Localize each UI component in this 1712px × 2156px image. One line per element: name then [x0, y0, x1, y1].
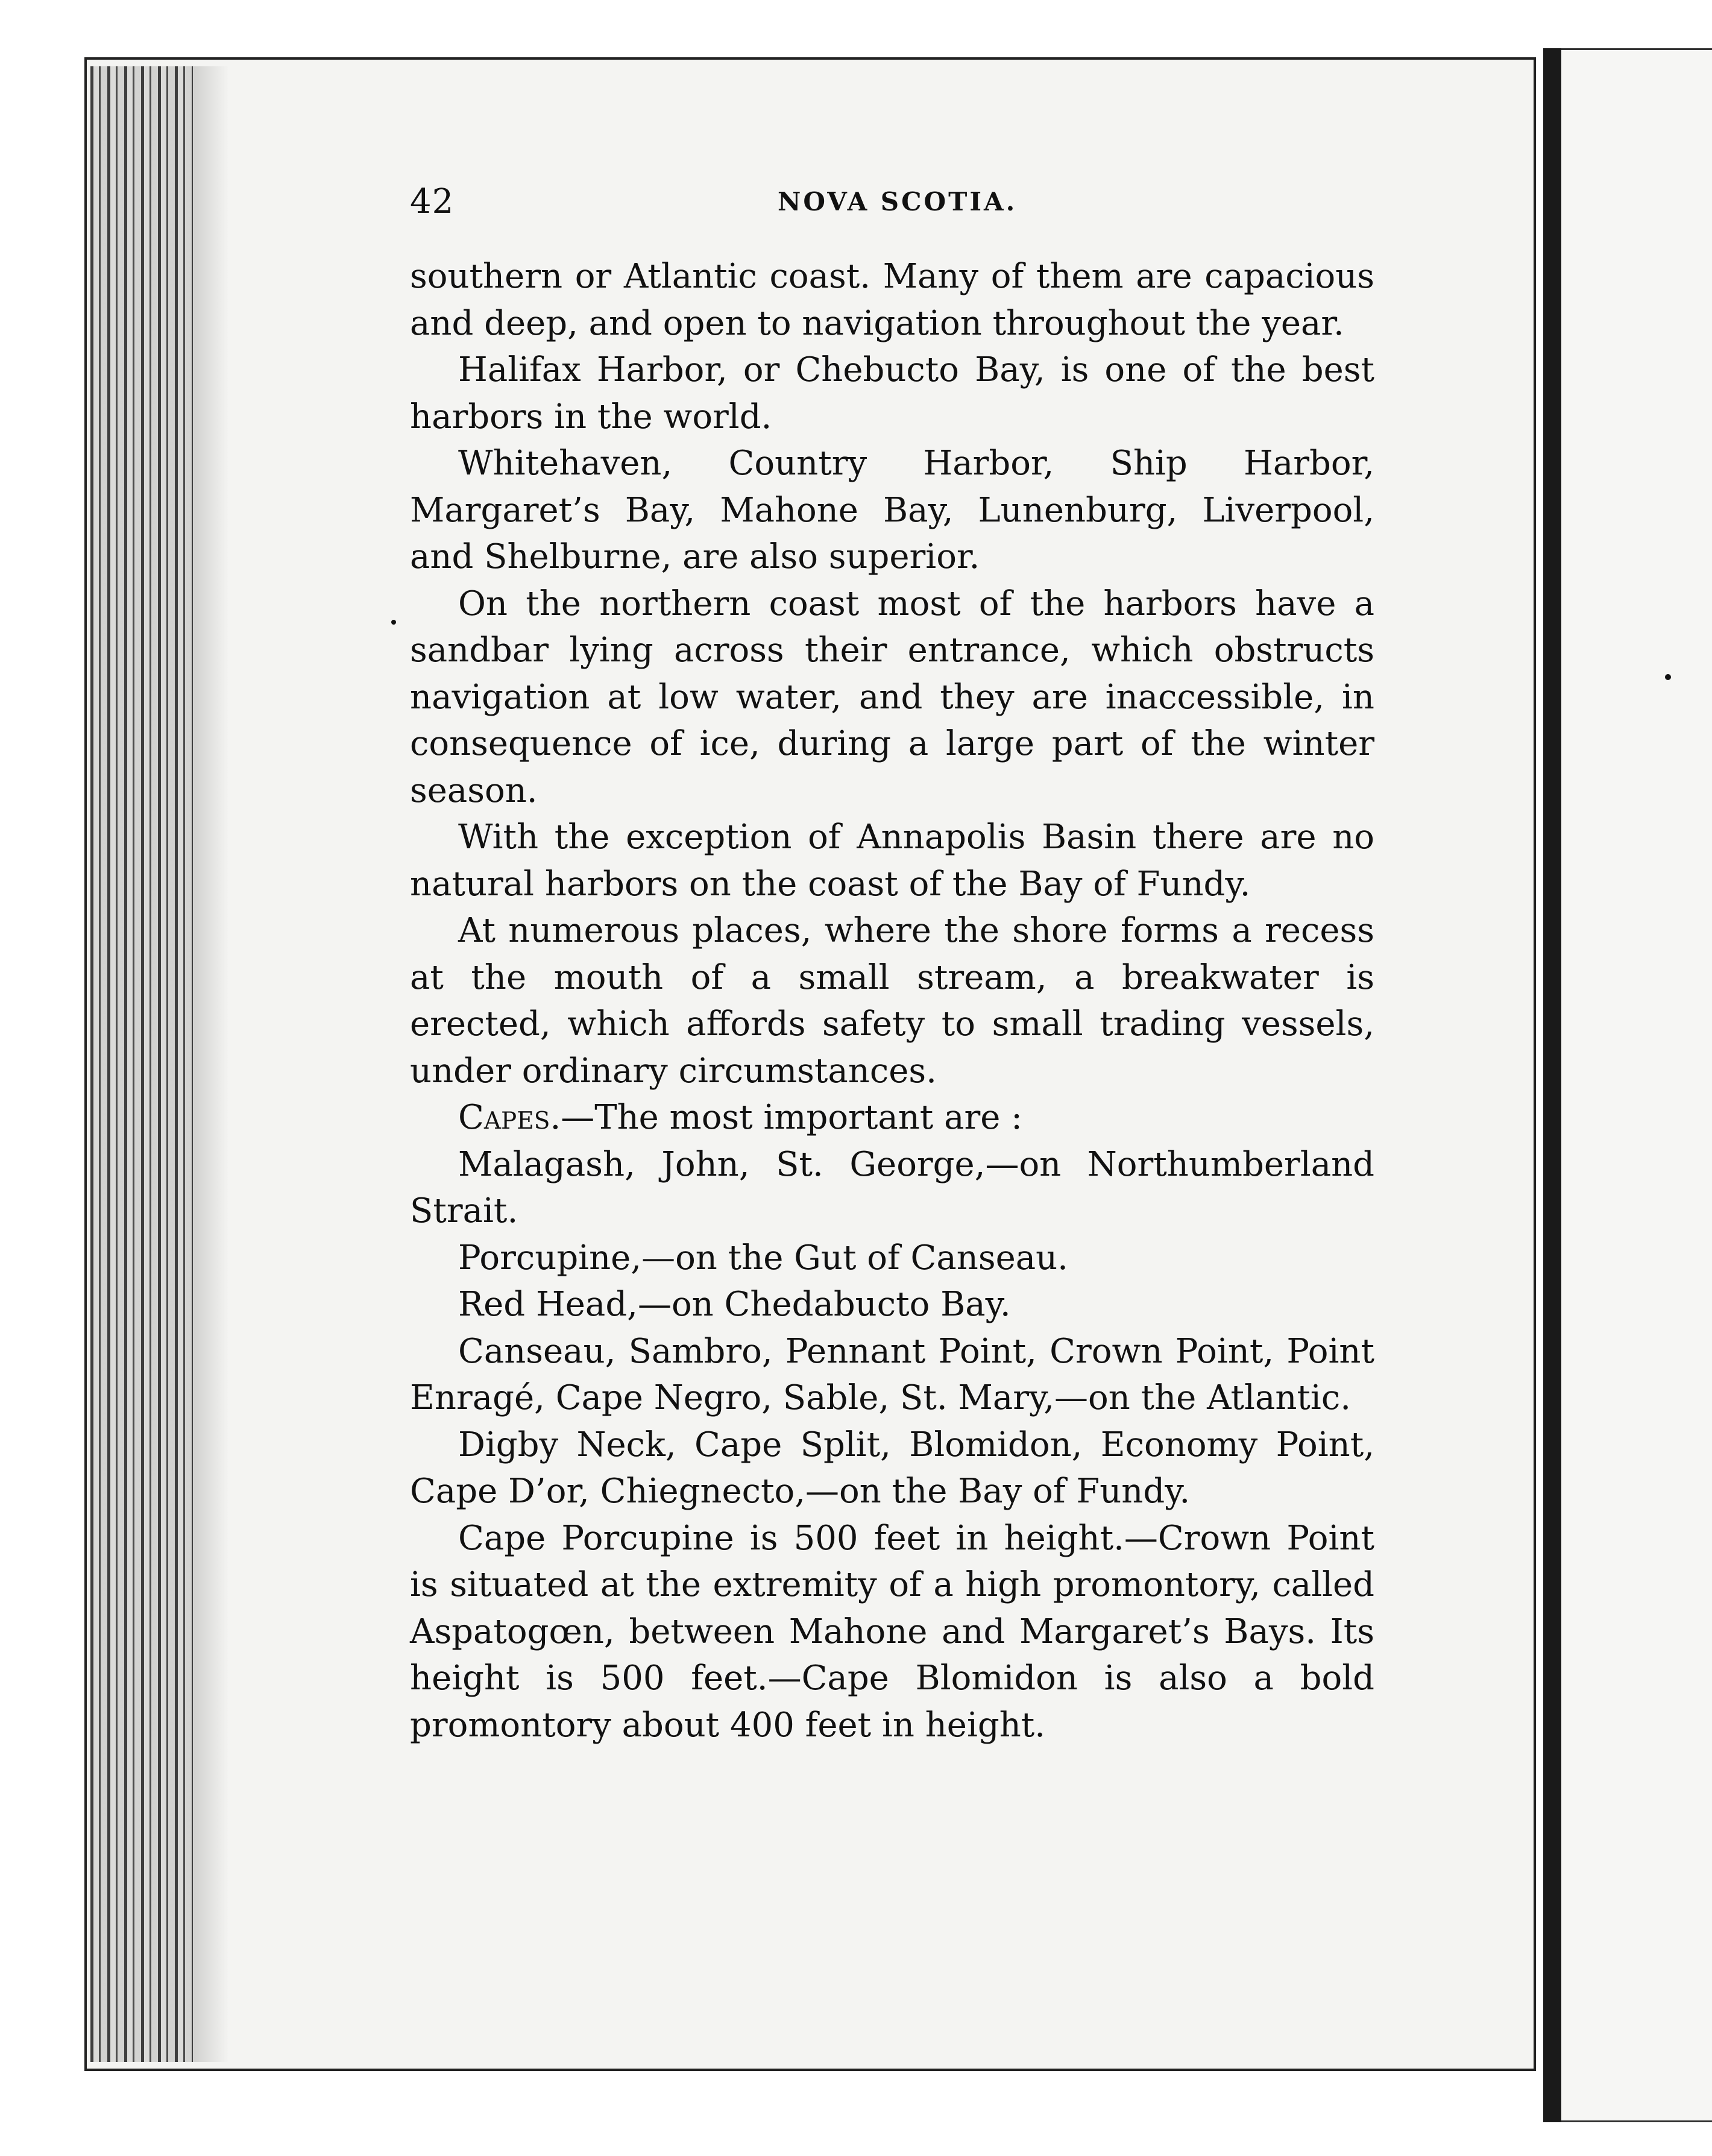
paragraph: southern or Atlantic coast. Many of them are capacious and deep, and open to navigation throughout the year.: [410, 257, 1374, 343]
page-edges: [90, 66, 193, 2062]
paragraph: At numerous places, where the shore forms a recess at the mouth of a small stream, a breakwater is erected, which affords safety to small trading vessels, under ordinary circumstances.: [410, 911, 1374, 1091]
paragraph: Cape Porcupine is 500 feet in height.—Crown Point is situated at the extremity of a high promontory, called Aspatogœn, between Mahone and Margaret’s Bays. Its height is 500 feet.—Cape Blomidon is also a bold promontory about 400 feet in height.: [410, 1518, 1374, 1745]
paragraph: Canseau, Sambro, Pennant Point, Crown Point, Point Enragé, Cape Negro, Sable, St. Mary,—on the Atlantic.: [410, 1331, 1374, 1417]
paragraph: Malagash, John, St. George,—on Northumberland Strait.: [410, 1144, 1374, 1231]
capes-heading-text: —The most important are :: [561, 1098, 1023, 1137]
paragraph: Whitehaven, Country Harbor, Ship Harbor, Margaret’s Bay, Mahone Bay, Lunenburg, Liverpool, and Shelburne, are also superior.: [410, 444, 1374, 576]
body-text: [410, 253, 1374, 1748]
book-gutter: [1543, 48, 1561, 2122]
running-header: [410, 175, 1374, 229]
scan-speck: [1665, 674, 1671, 680]
paragraph: Digby Neck, Cape Split, Blomidon, Economy Point, Cape D’or, Chiegnecto,—on the Bay of Fundy.: [410, 1425, 1374, 1511]
capes-heading-label: Capes.: [458, 1098, 561, 1137]
capes-heading: [410, 1094, 1374, 1141]
page-edges-shadow: [193, 66, 229, 2062]
page-number: 42: [410, 182, 455, 221]
paragraph: With the exception of Annapolis Basin there are no natural harbors on the coast of the Bay of Fundy.: [410, 818, 1374, 904]
paragraph: Red Head,—on Chedabucto Bay.: [458, 1285, 1011, 1324]
running-title: NOVA SCOTIA.: [778, 187, 1018, 216]
paragraph: Halifax Harbor, or Chebucto Bay, is one of the best harbors in the world.: [410, 350, 1374, 437]
paragraph: On the northern coast most of the harbors have a sandbar lying across their entrance, which obstructs navigation at low water, and they are inaccessible, in consequence of ice, during a large part of the winter season.: [410, 584, 1374, 810]
scan-speck: [391, 620, 396, 625]
facing-page: [1561, 48, 1712, 2122]
paragraph: Porcupine,—on the Gut of Canseau.: [458, 1238, 1068, 1278]
